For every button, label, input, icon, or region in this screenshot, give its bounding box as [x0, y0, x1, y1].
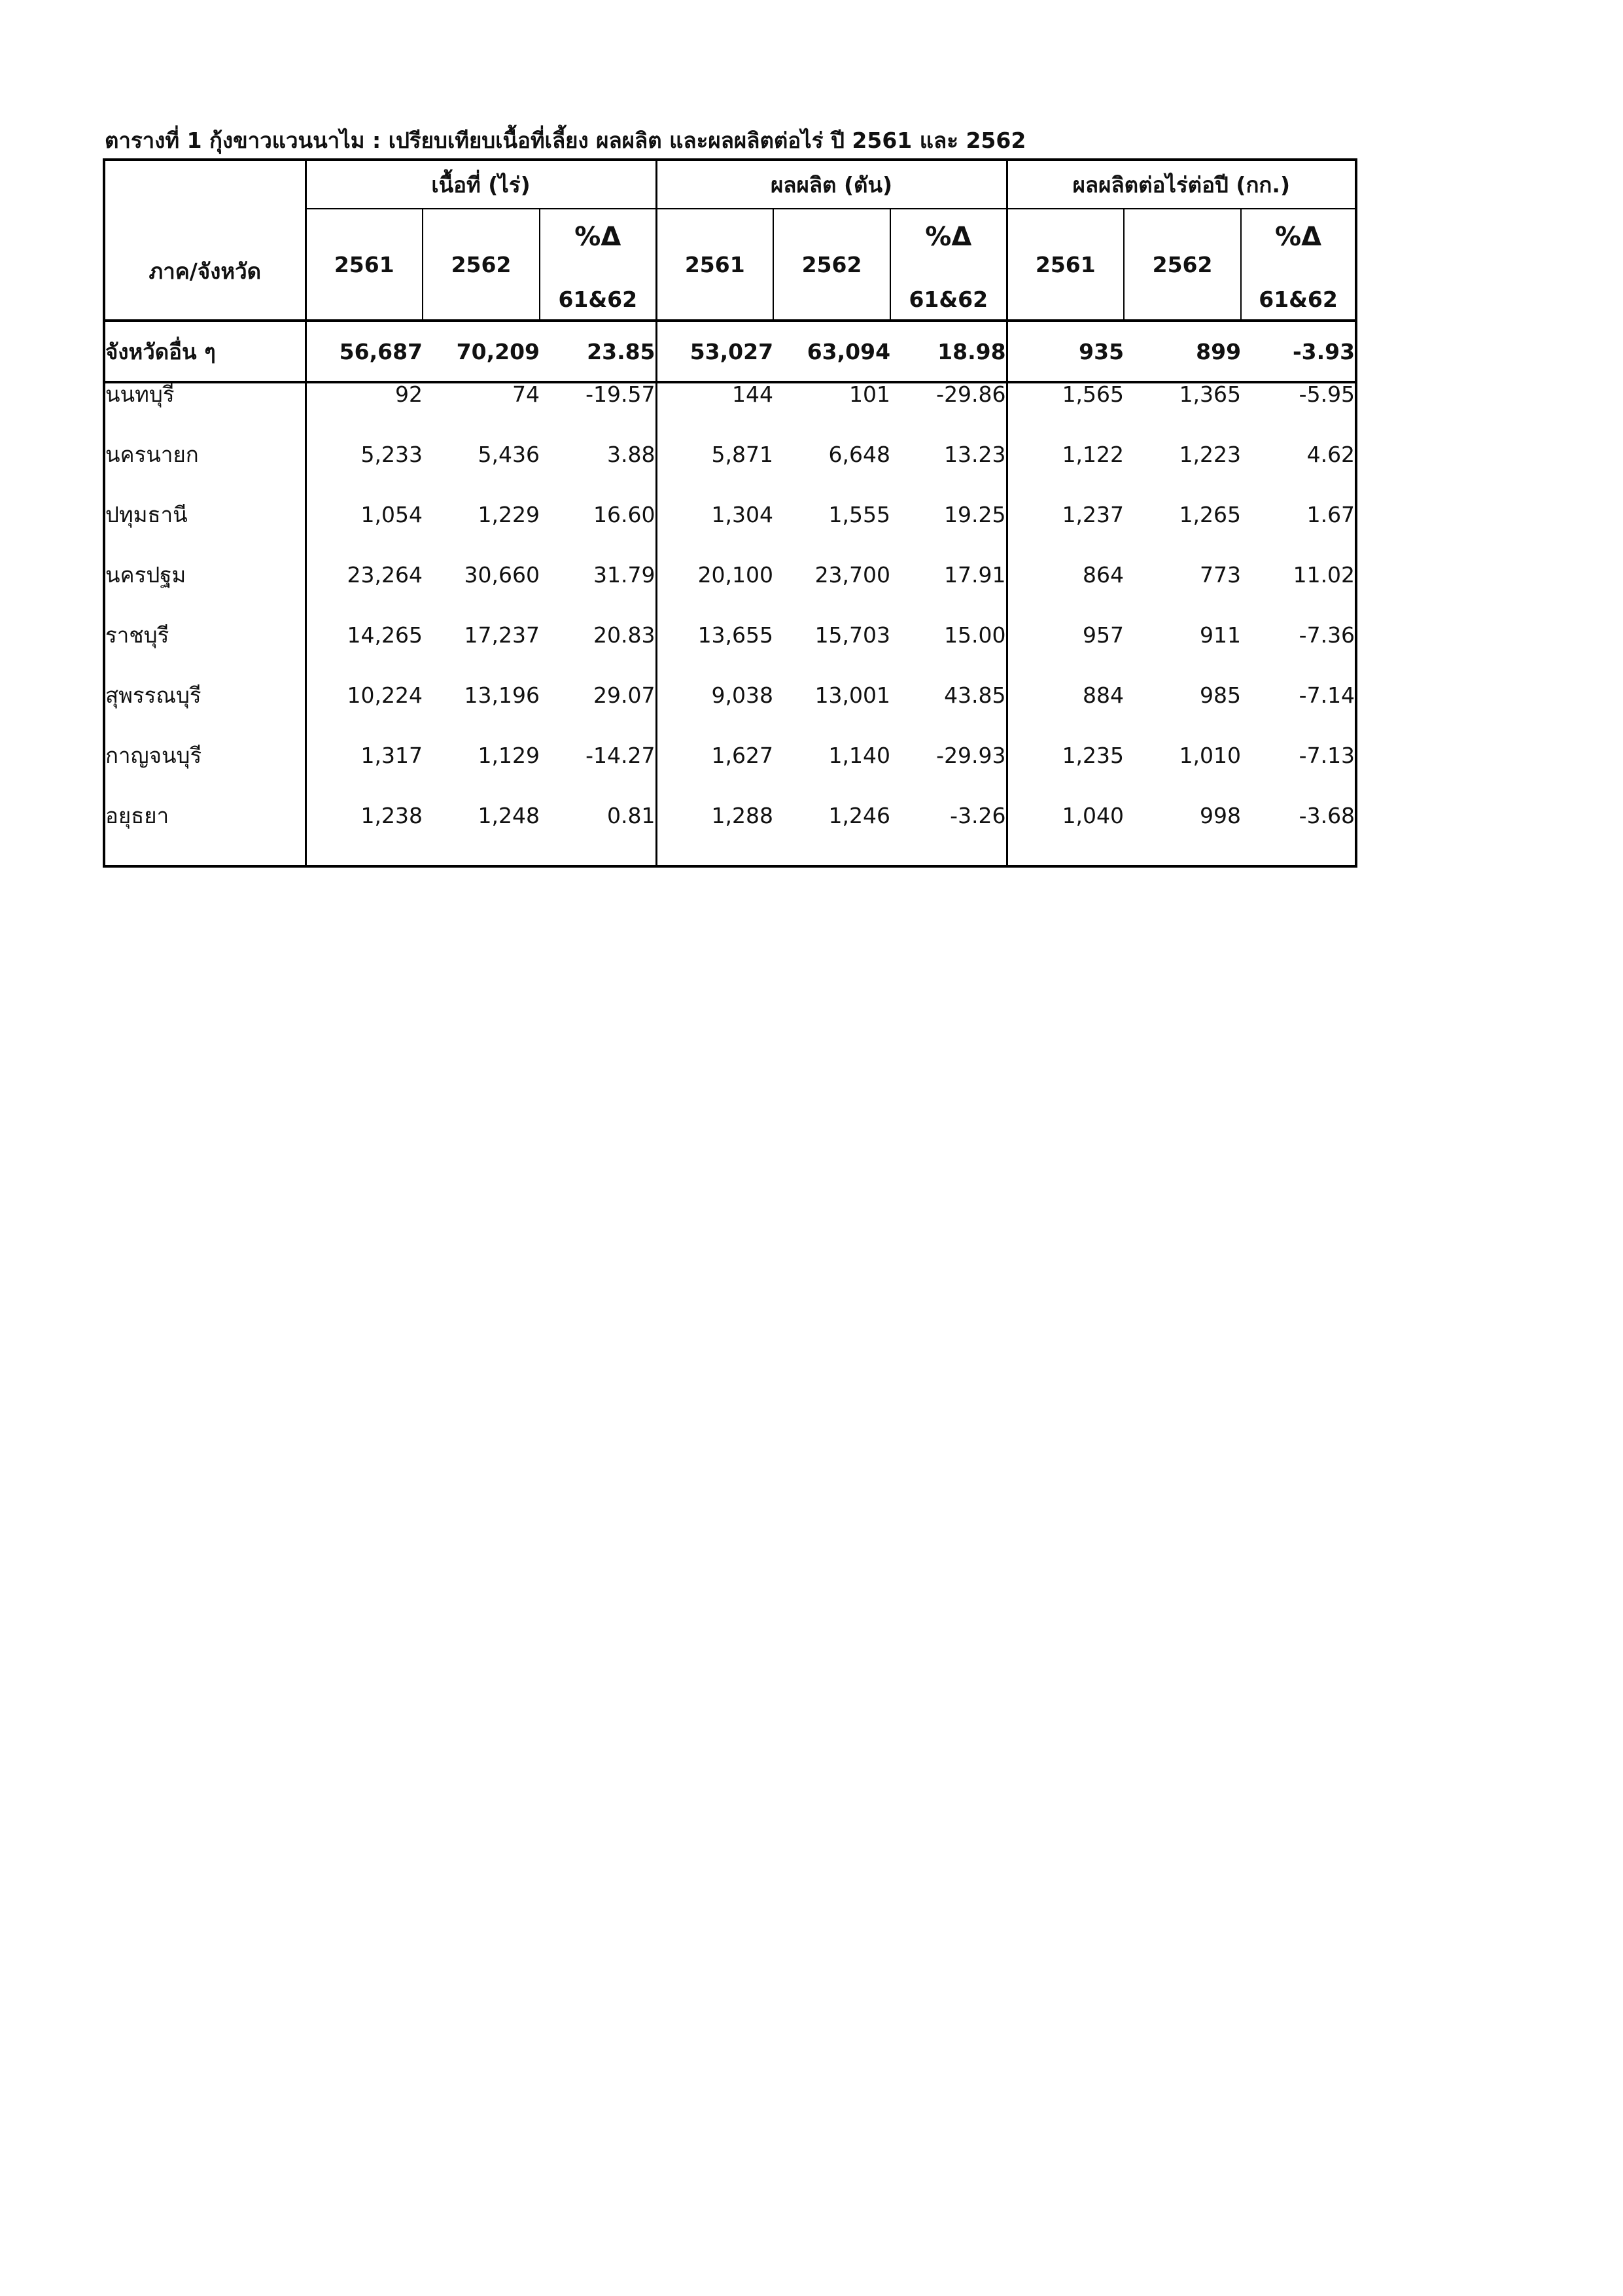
- cell-area-2562: 5,436: [478, 442, 540, 467]
- cell-yield-pct: -7.13: [1299, 743, 1355, 768]
- cell-area-pct: 0.81: [607, 803, 655, 828]
- pct-years-label: 61&62: [1259, 287, 1338, 312]
- cell-prod-2561: 20,100: [656, 564, 773, 624]
- area-group-header: เนื้อที่ (ไร่): [305, 160, 656, 209]
- cell-area-pct: 23.85: [540, 321, 656, 382]
- cell-yield-2562: 985: [1200, 682, 1242, 708]
- row-name: ปทุมธานี: [105, 502, 188, 527]
- row-name: กาญจนบุรี: [105, 743, 202, 768]
- cell-area-pct: 29.07: [593, 682, 655, 708]
- cell-area-pct: -19.57: [585, 381, 655, 407]
- table-row: [104, 444, 1356, 504]
- total-row: [104, 321, 1356, 382]
- cell-area-2562: 1,229: [478, 502, 540, 527]
- cell-area-2561: 10,224: [305, 684, 423, 745]
- cell-area-2561: 1,317: [305, 745, 423, 805]
- prod-2561-header: 2561: [656, 209, 773, 321]
- cell-area-pct: 20.83: [593, 622, 655, 648]
- pct-years-label: 61&62: [909, 287, 988, 312]
- cell-area-2561: 1,054: [305, 504, 423, 564]
- yield-group-header: ผลผลิตต่อไร่ต่อปี (กก.): [1007, 160, 1356, 209]
- cell-prod-pct: 17.91: [944, 562, 1006, 588]
- pct-years-label: 61&62: [558, 287, 638, 312]
- cell-yield-2562: 1,223: [1179, 442, 1242, 467]
- cell-prod-2561: 53,027: [656, 321, 773, 382]
- table-row: [104, 805, 1356, 866]
- table-row: [104, 684, 1356, 745]
- cell-prod-2561: 144: [656, 382, 773, 444]
- table-row: [104, 382, 1356, 444]
- cell-area-2561: 5,233: [305, 444, 423, 504]
- yield-2561-header: 2561: [1007, 209, 1124, 321]
- area-2562-header: 2562: [423, 209, 540, 321]
- pct-delta-label: %Δ: [925, 222, 972, 252]
- cell-yield-2562: 773: [1200, 562, 1242, 588]
- cell-prod-pct: -29.86: [936, 381, 1006, 407]
- cell-prod-2562: 23,700: [814, 562, 891, 588]
- row-name: นครปฐม: [105, 562, 186, 588]
- table-row: [104, 564, 1356, 624]
- cell-prod-2561: 13,655: [656, 624, 773, 684]
- cell-prod-2561: 9,038: [656, 684, 773, 745]
- row-name: นครนายก: [105, 442, 199, 467]
- prod-2562-header: 2562: [773, 209, 890, 321]
- cell-prod-pct: 13.23: [944, 442, 1006, 467]
- cell-prod-pct: 18.98: [890, 321, 1007, 382]
- cell-prod-pct: 15.00: [944, 622, 1006, 648]
- cell-area-2562: 70,209: [423, 321, 540, 382]
- cell-yield-pct: -3.68: [1299, 803, 1355, 828]
- cell-area-pct: 31.79: [593, 562, 655, 588]
- row-name: สุพรรณบุรี: [105, 682, 201, 708]
- cell-area-2561: 14,265: [305, 624, 423, 684]
- cell-prod-2561: 1,288: [656, 805, 773, 866]
- cell-prod-2562: 15,703: [814, 622, 891, 648]
- cell-prod-2561: 1,304: [656, 504, 773, 564]
- cell-yield-2561: 1,237: [1007, 504, 1124, 564]
- cell-prod-2562: 101: [849, 381, 891, 407]
- cell-prod-2561: 1,627: [656, 745, 773, 805]
- cell-yield-2562: 1,365: [1179, 381, 1242, 407]
- cell-yield-pct: 1.67: [1306, 502, 1355, 527]
- row-name: นนทบุรี: [105, 381, 175, 407]
- table-row: [104, 624, 1356, 684]
- cell-prod-2562: 1,555: [828, 502, 891, 527]
- cell-yield-pct: 4.62: [1306, 442, 1355, 467]
- region-column-header: ภาค/จังหวัด: [148, 258, 262, 284]
- yield-pct-header: [1241, 209, 1356, 321]
- row-name: จังหวัดอื่น ๆ: [104, 321, 305, 382]
- area-pct-header: [540, 209, 656, 321]
- cell-yield-2561: 935: [1007, 321, 1124, 382]
- cell-area-2562: 17,237: [464, 622, 540, 648]
- cell-prod-pct: 19.25: [944, 502, 1006, 527]
- cell-prod-pct: -3.26: [950, 803, 1006, 828]
- area-2561-header: 2561: [305, 209, 423, 321]
- pct-delta-label: %Δ: [1275, 222, 1322, 252]
- cell-yield-2561: 864: [1007, 564, 1124, 624]
- cell-area-2562: 13,196: [464, 682, 540, 708]
- cell-area-pct: -14.27: [585, 743, 655, 768]
- cell-yield-2561: 1,122: [1007, 444, 1124, 504]
- cell-yield-pct: -5.95: [1299, 381, 1355, 407]
- cell-yield-2562: 998: [1200, 803, 1242, 828]
- cell-yield-2562: 1,265: [1179, 502, 1242, 527]
- cell-area-2561: 56,687: [305, 321, 423, 382]
- cell-prod-pct: -29.93: [936, 743, 1006, 768]
- cell-yield-2562: 1,010: [1179, 743, 1242, 768]
- shrimp-comparison-table: [103, 158, 1357, 868]
- cell-yield-2561: 1,040: [1007, 805, 1124, 866]
- cell-area-2562: 1,248: [478, 803, 540, 828]
- cell-area-2562: 1,129: [478, 743, 540, 768]
- table-row: [104, 504, 1356, 564]
- table-row: [104, 745, 1356, 805]
- cell-yield-2561: 1,235: [1007, 745, 1124, 805]
- cell-yield-2562: 899: [1124, 321, 1241, 382]
- cell-prod-2562: 6,648: [828, 442, 891, 467]
- cell-area-2561: 1,238: [305, 805, 423, 866]
- cell-area-2562: 74: [512, 381, 540, 407]
- cell-yield-2561: 957: [1007, 624, 1124, 684]
- cell-prod-2562: 63,094: [773, 321, 890, 382]
- table-caption: ตารางที่ 1 กุ้งขาวแวนนาไม : เปรียบเทียบเนื้อที่เลี้ยง ผลผลิต และผลผลิตต่อไร่ ปี 2561 และ 2562: [105, 128, 1026, 153]
- cell-area-2561: 92: [305, 382, 423, 444]
- cell-yield-2562: 911: [1200, 622, 1242, 648]
- cell-yield-pct: -7.36: [1299, 622, 1355, 648]
- cell-yield-2561: 884: [1007, 684, 1124, 745]
- pct-delta-label: %Δ: [574, 222, 621, 252]
- cell-prod-2562: 13,001: [814, 682, 891, 708]
- cell-yield-pct: -3.93: [1241, 321, 1356, 382]
- cell-prod-2562: 1,246: [828, 803, 891, 828]
- prod-pct-header: [890, 209, 1007, 321]
- cell-yield-pct: -7.14: [1299, 682, 1355, 708]
- cell-prod-2562: 1,140: [828, 743, 891, 768]
- cell-prod-pct: 43.85: [944, 682, 1006, 708]
- cell-area-2561: 23,264: [305, 564, 423, 624]
- row-name: ราชบุรี: [105, 622, 169, 648]
- cell-area-pct: 16.60: [593, 502, 655, 527]
- production-group-header: ผลผลิต (ตัน): [656, 160, 1007, 209]
- cell-area-pct: 3.88: [607, 442, 655, 467]
- row-name: อยุธยา: [105, 803, 169, 828]
- cell-yield-pct: 11.02: [1293, 562, 1355, 588]
- yield-2562-header: 2562: [1124, 209, 1241, 321]
- cell-yield-2561: 1,565: [1007, 382, 1124, 444]
- cell-prod-2561: 5,871: [656, 444, 773, 504]
- cell-area-2562: 30,660: [464, 562, 540, 588]
